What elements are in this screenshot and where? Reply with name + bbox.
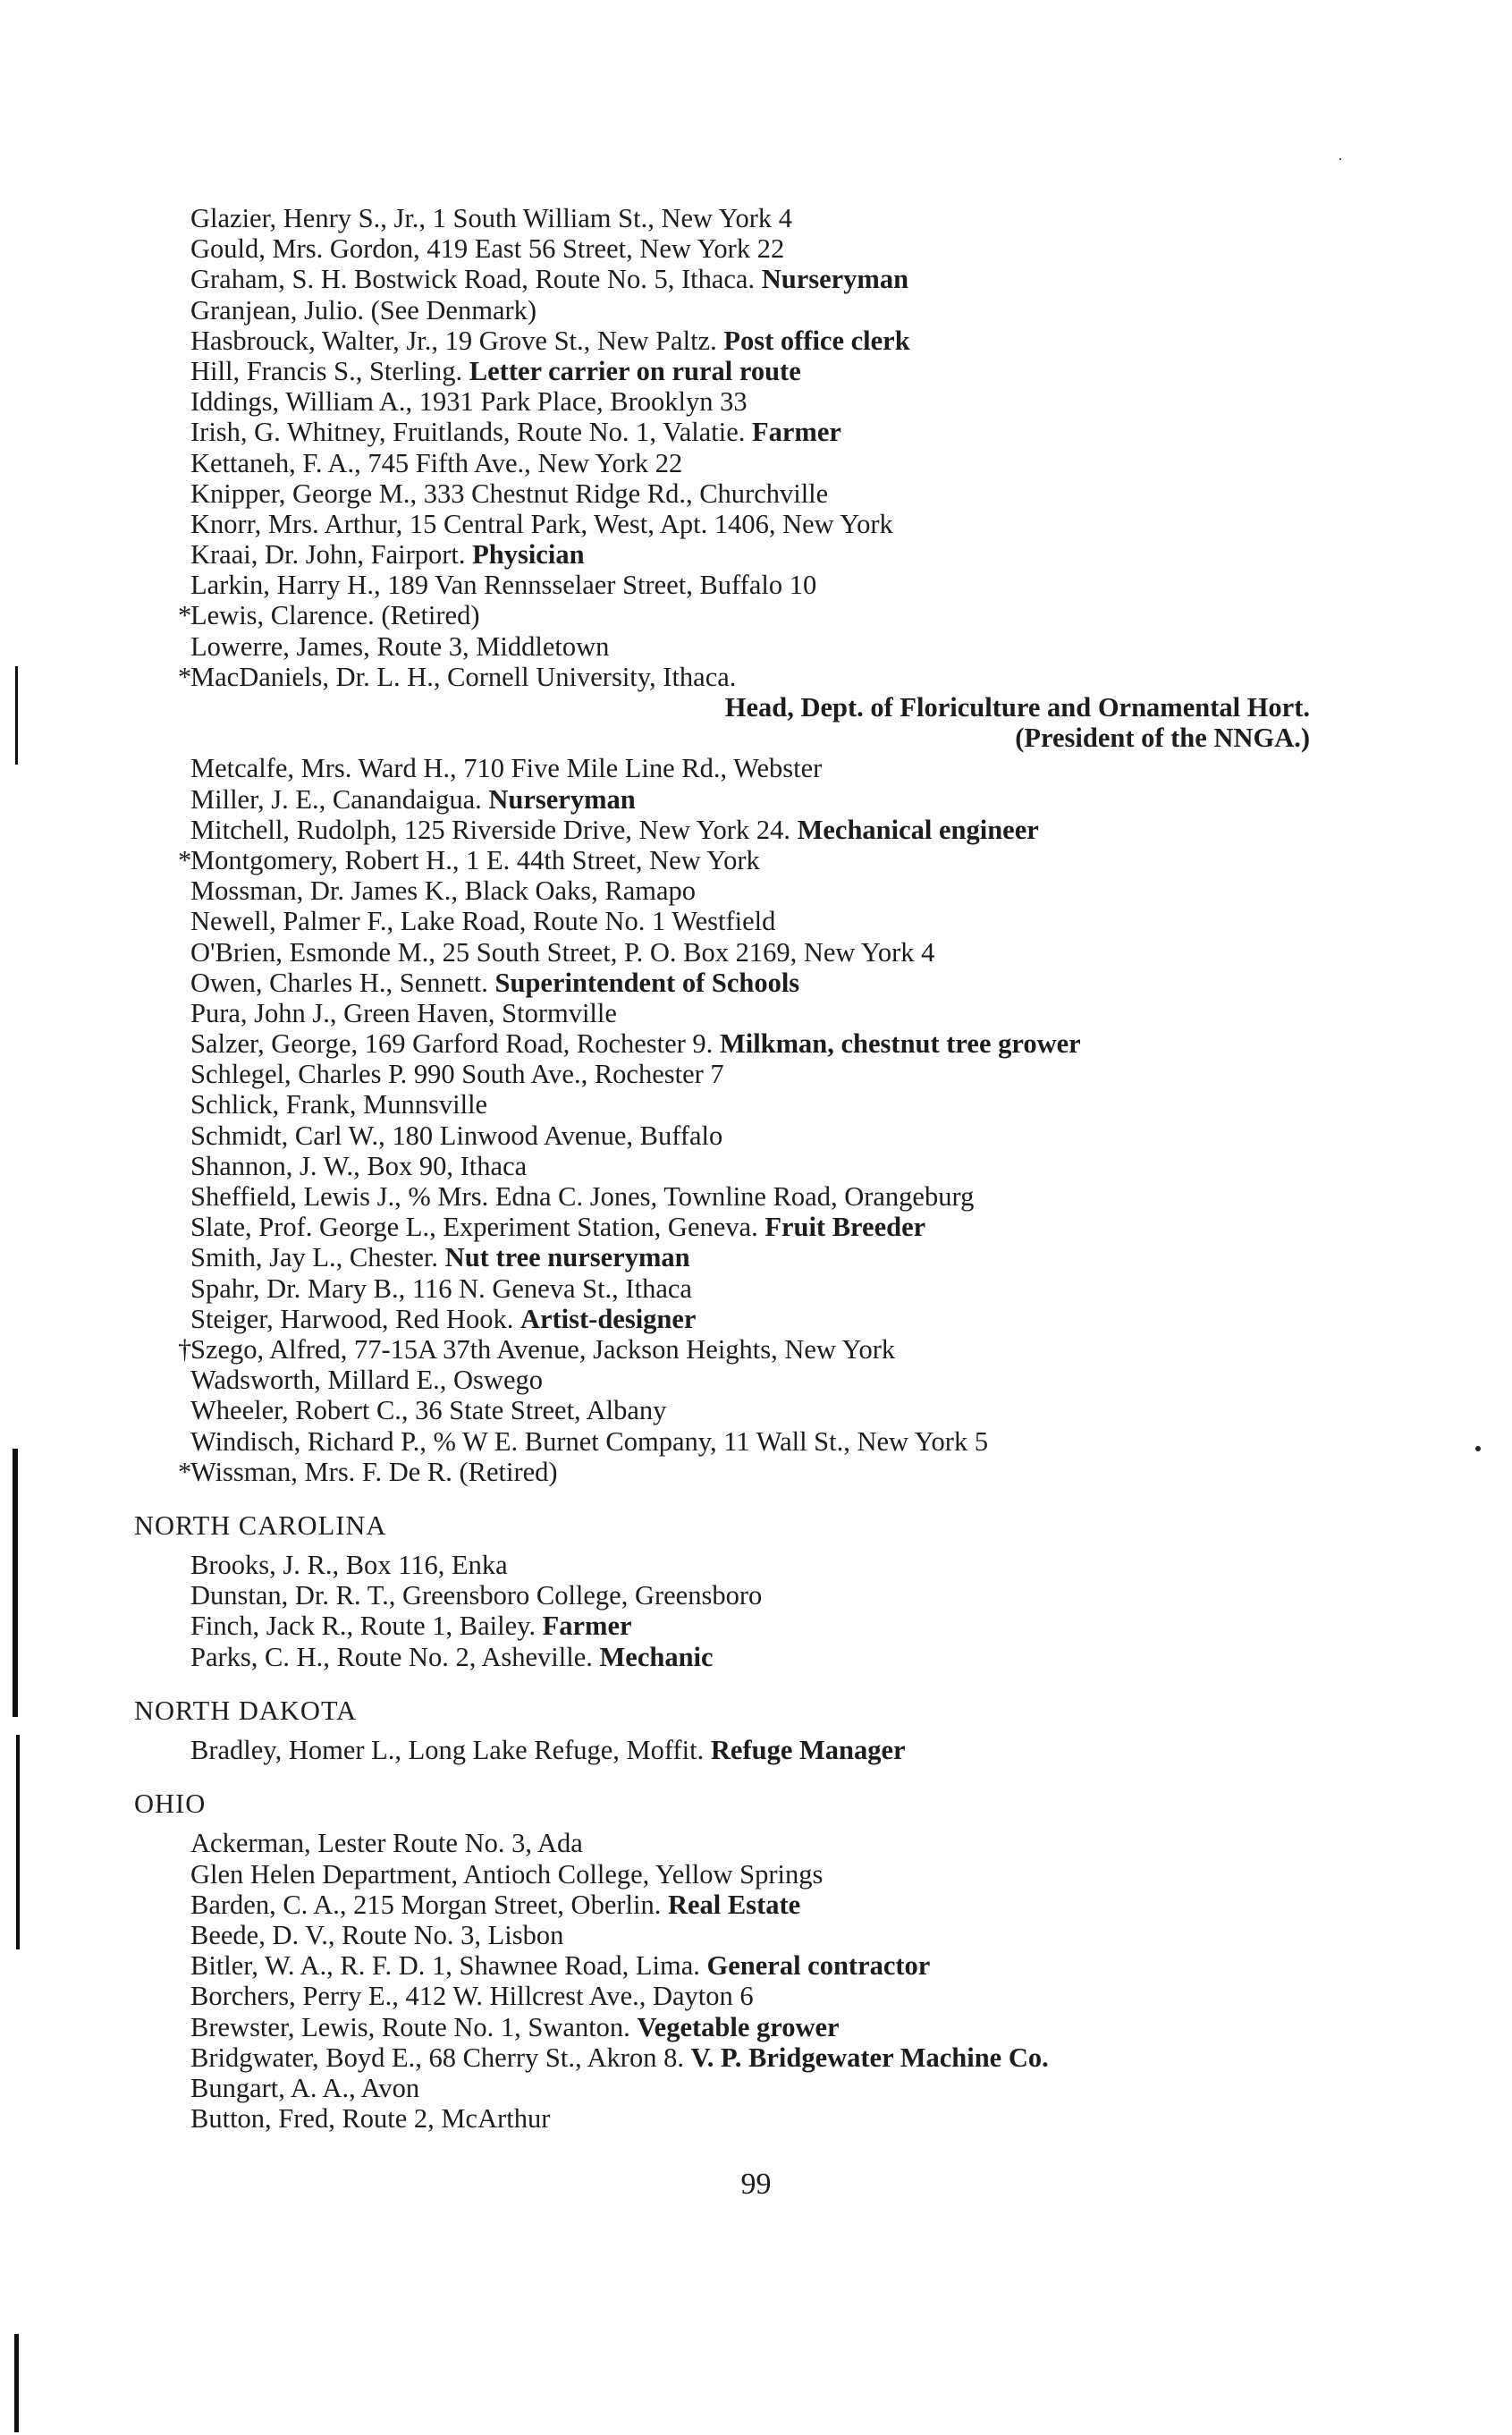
directory-entry [134,1550,1386,1580]
entry-address: Brewster, Lewis, Route No. 1, Swanton. [190,2011,630,2042]
directory-entry [134,937,1386,968]
directory-entry [134,600,1386,630]
directory-entry [134,1828,1386,1858]
directory-entry [134,570,1386,600]
entry-address: Borchers, Perry E., 412 W. Hillcrest Ave., Dayton 6 [190,1981,754,2012]
entry-address: Larkin, Harry H., 189 Van Rennsselaer Street, Buffalo 10 [190,570,817,601]
directory-entry [134,1950,1386,1981]
directory-entry [134,1181,1386,1212]
directory-entry [134,1611,1386,1641]
directory-entry [134,1365,1386,1395]
entry-occupation: V. P. Bridgewater Machine Co. [690,2042,1049,2073]
entry-address: Wheeler, Robert C., 36 State Street, Albany [190,1395,667,1426]
entry-occupation: Real Estate [667,1889,801,1920]
directory-entry [134,2012,1386,2042]
entry-address: Steiger, Harwood, Red Hook. [190,1303,514,1334]
entry-address: Miller, J. E., Canandaigua. [190,783,482,815]
directory-entry [134,998,1386,1028]
entry-address: Spahr, Dr. Mary B., 116 N. Geneva St., Ithaca [190,1272,692,1304]
entry-occupation: Nut tree nurseryman [444,1242,690,1273]
directory-entry [134,1981,1386,2011]
directory-entry [134,203,1386,233]
entry-address: Barden, C. A., 215 Morgan Street, Oberlin. [190,1889,662,1920]
entry-address: Kraai, Dr. John, Fairport. [190,539,466,571]
entry-occupation: Artist-designer [519,1303,697,1334]
entry-address: Mitchell, Rudolph, 125 Riverside Drive, New York 24. [190,814,790,845]
directory-entry [134,845,1386,875]
entry-address: Knipper, George M., 333 Chestnut Ridge Rd., Churchville [190,478,829,509]
entry-address: Brooks, J. R., Box 116, Enka [190,1550,508,1581]
entry-occupation: Vegetable grower [637,2011,840,2042]
member-directory-list [134,203,1386,2134]
directory-entry [134,539,1386,570]
scan-margin-mark [15,666,18,765]
directory-entry [134,1859,1386,1890]
scan-margin-mark [14,2334,19,2432]
directory-entry [134,784,1386,815]
directory-entry [134,1089,1386,1120]
directory-entry [134,1920,1386,1950]
entry-occupation: Letter carrier on rural route [469,355,801,386]
directory-entry [134,264,1386,294]
entry-occupation: General contractor [706,1950,931,1982]
entry-address: Shannon, J. W., Box 90, Ithaca [190,1150,528,1181]
entry-address: Bitler, W. A., R. F. D. 1, Shawnee Road, Lima. [190,1950,700,1982]
entry-occupation: Fruit Breeder [764,1212,926,1243]
directory-entry [134,906,1386,936]
directory-entry [134,1395,1386,1425]
entry-address: MacDaniels, Dr. L. H., Cornell University, Ithaca. [190,661,737,692]
state-heading: NORTH CAROLINA [134,1509,387,1541]
entry-address: Slate, Prof. George L., Experiment Station, Geneva. [190,1212,758,1243]
directory-entry [134,386,1386,417]
directory-entry [134,1212,1386,1242]
directory-entry [134,417,1386,447]
entry-address: Ackerman, Lester Route No. 3, Ada [190,1828,583,1859]
directory-entry [134,448,1386,478]
directory-entry [134,1059,1386,1089]
entry-address: Irish, G. Whitney, Fruitlands, Route No. 1, Valatie. [190,417,746,448]
entry-address: Schlegel, Charles P. 990 South Ave., Rochester 7 [190,1059,724,1090]
entry-address: Dunstan, Dr. R. T., Greensboro College, Greensboro [190,1580,763,1611]
directory-entry [134,1735,1386,1765]
directory-entry [134,875,1386,906]
directory-entry [134,1426,1386,1457]
entry-marker: * [178,600,192,631]
scan-speck [1339,158,1341,160]
directory-entry [134,631,1386,662]
entry-address: Hasbrouck, Walter, Jr., 19 Grove St., New Paltz. [190,325,717,356]
directory-entry [134,1334,1386,1365]
entry-address: Kettaneh, F. A., 745 Fifth Ave., New York 22 [190,447,683,478]
entry-occupation: Nurseryman [761,264,909,295]
directory-entry [134,326,1386,356]
entry-marker: * [178,661,192,692]
entry-address: Sheffield, Lewis J., % Mrs. Edna C. Jones, Townline Road, Orangeburg [190,1181,975,1212]
entry-address: Knorr, Mrs. Arthur, 15 Central Park, West, Apt. 1406, New York [190,508,893,539]
entry-address: Newell, Palmer F., Lake Road, Route No. 1 Westfield [190,906,776,937]
directory-entry [134,1457,1386,1487]
entry-marker: * [178,1456,192,1487]
directory-entry [134,478,1386,509]
entry-address: Lewis, Clarence. (Retired) [190,600,480,631]
scan-margin-mark [16,1735,20,1949]
entry-address: Montgomery, Robert H., 1 E. 44th Street, New York [190,844,760,875]
state-heading: OHIO [134,1788,207,1820]
directory-entry [134,1273,1386,1304]
entry-address: Button, Fred, Route 2, McArthur [190,2103,551,2135]
entry-address: Wadsworth, Millard E., Oswego [190,1365,543,1396]
directory-entry [134,2042,1386,2073]
entry-occupation: Superintendent of Schools [494,967,800,998]
state-heading: NORTH DAKOTA [134,1695,358,1726]
directory-entry [134,662,1386,692]
entry-address: Bradley, Homer L., Long Lake Refuge, Moffit. [190,1735,705,1765]
entry-continuation-note: (President of the NNGA.) [1015,723,1310,754]
entry-occupation: Mechanical engineer [797,814,1039,845]
directory-entry [134,509,1386,539]
directory-entry [134,1580,1386,1611]
entry-marker: * [178,844,192,875]
directory-entry [134,2073,1386,2103]
entry-address: Graham, S. H. Bostwick Road, Route No. 5, Ithaca. [190,264,756,295]
entry-address: Bridgwater, Boyd E., 68 Cherry St., Akron 8. [190,2042,684,2073]
entry-continuation-note: Head, Dept. of Floriculture and Ornamental Hort. [724,692,1310,723]
entry-address: Gould, Mrs. Gordon, 419 East 56 Street, New York 22 [190,233,785,265]
entry-address: Salzer, George, 169 Garford Road, Rochester 9. [190,1028,714,1060]
entry-address: Granjean, Julio. (See Denmark) [190,294,537,326]
directory-entry [134,753,1386,783]
directory-entry [134,1642,1386,1672]
entry-address: Schlick, Frank, Munnsville [190,1089,488,1120]
directory-entry [134,815,1386,845]
entry-occupation: Farmer [542,1611,632,1642]
directory-entry [134,2103,1386,2134]
directory-entry [134,1120,1386,1151]
entry-address: Mossman, Dr. James K., Black Oaks, Ramapo [190,875,697,907]
entry-address: Metcalfe, Mrs. Ward H., 710 Five Mile Line Rd., Webster [190,753,823,784]
directory-entry [134,356,1386,386]
entry-address: Iddings, William A., 1931 Park Place, Brooklyn 33 [190,386,748,418]
directory-entry [134,1242,1386,1272]
entry-address: O'Brien, Esmonde M., 25 South Street, P. O. Box 2169, New York 4 [190,936,935,968]
directory-entry [134,1304,1386,1334]
page-number: 99 [740,2168,772,2201]
entry-occupation: Farmer [752,417,841,448]
directory-entry [134,233,1386,264]
entry-occupation: Refuge Manager [710,1735,906,1765]
entry-address: Lowerre, James, Route 3, Middletown [190,630,610,662]
directory-entry [134,1028,1386,1059]
entry-address: Pura, John J., Green Haven, Stormville [190,997,617,1028]
entry-occupation: Physician [472,539,585,571]
entry-address: Finch, Jack R., Route 1, Bailey. [190,1611,536,1642]
entry-address: Glen Helen Department, Antioch College, Yellow Springs [190,1858,824,1890]
directory-entry [134,295,1386,326]
entry-address: Parks, C. H., Route No. 2, Asheville. [190,1641,593,1672]
entry-address: Glazier, Henry S., Jr., 1 South William St., New York 4 [190,203,793,233]
directory-entry [134,1151,1386,1181]
scan-speck [1475,1446,1481,1451]
entry-occupation: Mechanic [599,1641,714,1672]
scan-margin-mark [13,1449,18,1717]
entry-address: Windisch, Richard P., % W E. Burnet Company, 11 Wall St., New York 5 [190,1425,989,1457]
entry-occupation: Milkman, chestnut tree grower [719,1028,1081,1060]
directory-entry [134,968,1386,998]
entry-occupation: Post office clerk [723,325,910,356]
entry-address: Bungart, A. A., Avon [190,2072,420,2103]
entry-address: Wissman, Mrs. F. De R. (Retired) [190,1456,558,1487]
entry-address: Owen, Charles H., Sennett. [190,967,488,998]
entry-marker: † [178,1333,192,1365]
entry-address: Schmidt, Carl W., 180 Linwood Avenue, Buffalo [190,1120,723,1151]
directory-entry [134,1890,1386,1920]
entry-occupation: Nurseryman [488,783,636,815]
entry-address: Hill, Francis S., Sterling. [190,355,463,386]
entry-address: Beede, D. V., Route No. 3, Lisbon [190,1919,564,1950]
entry-address: Szego, Alfred, 77-15A 37th Avenue, Jackson Heights, New York [190,1333,896,1365]
entry-address: Smith, Jay L., Chester. [190,1242,439,1273]
